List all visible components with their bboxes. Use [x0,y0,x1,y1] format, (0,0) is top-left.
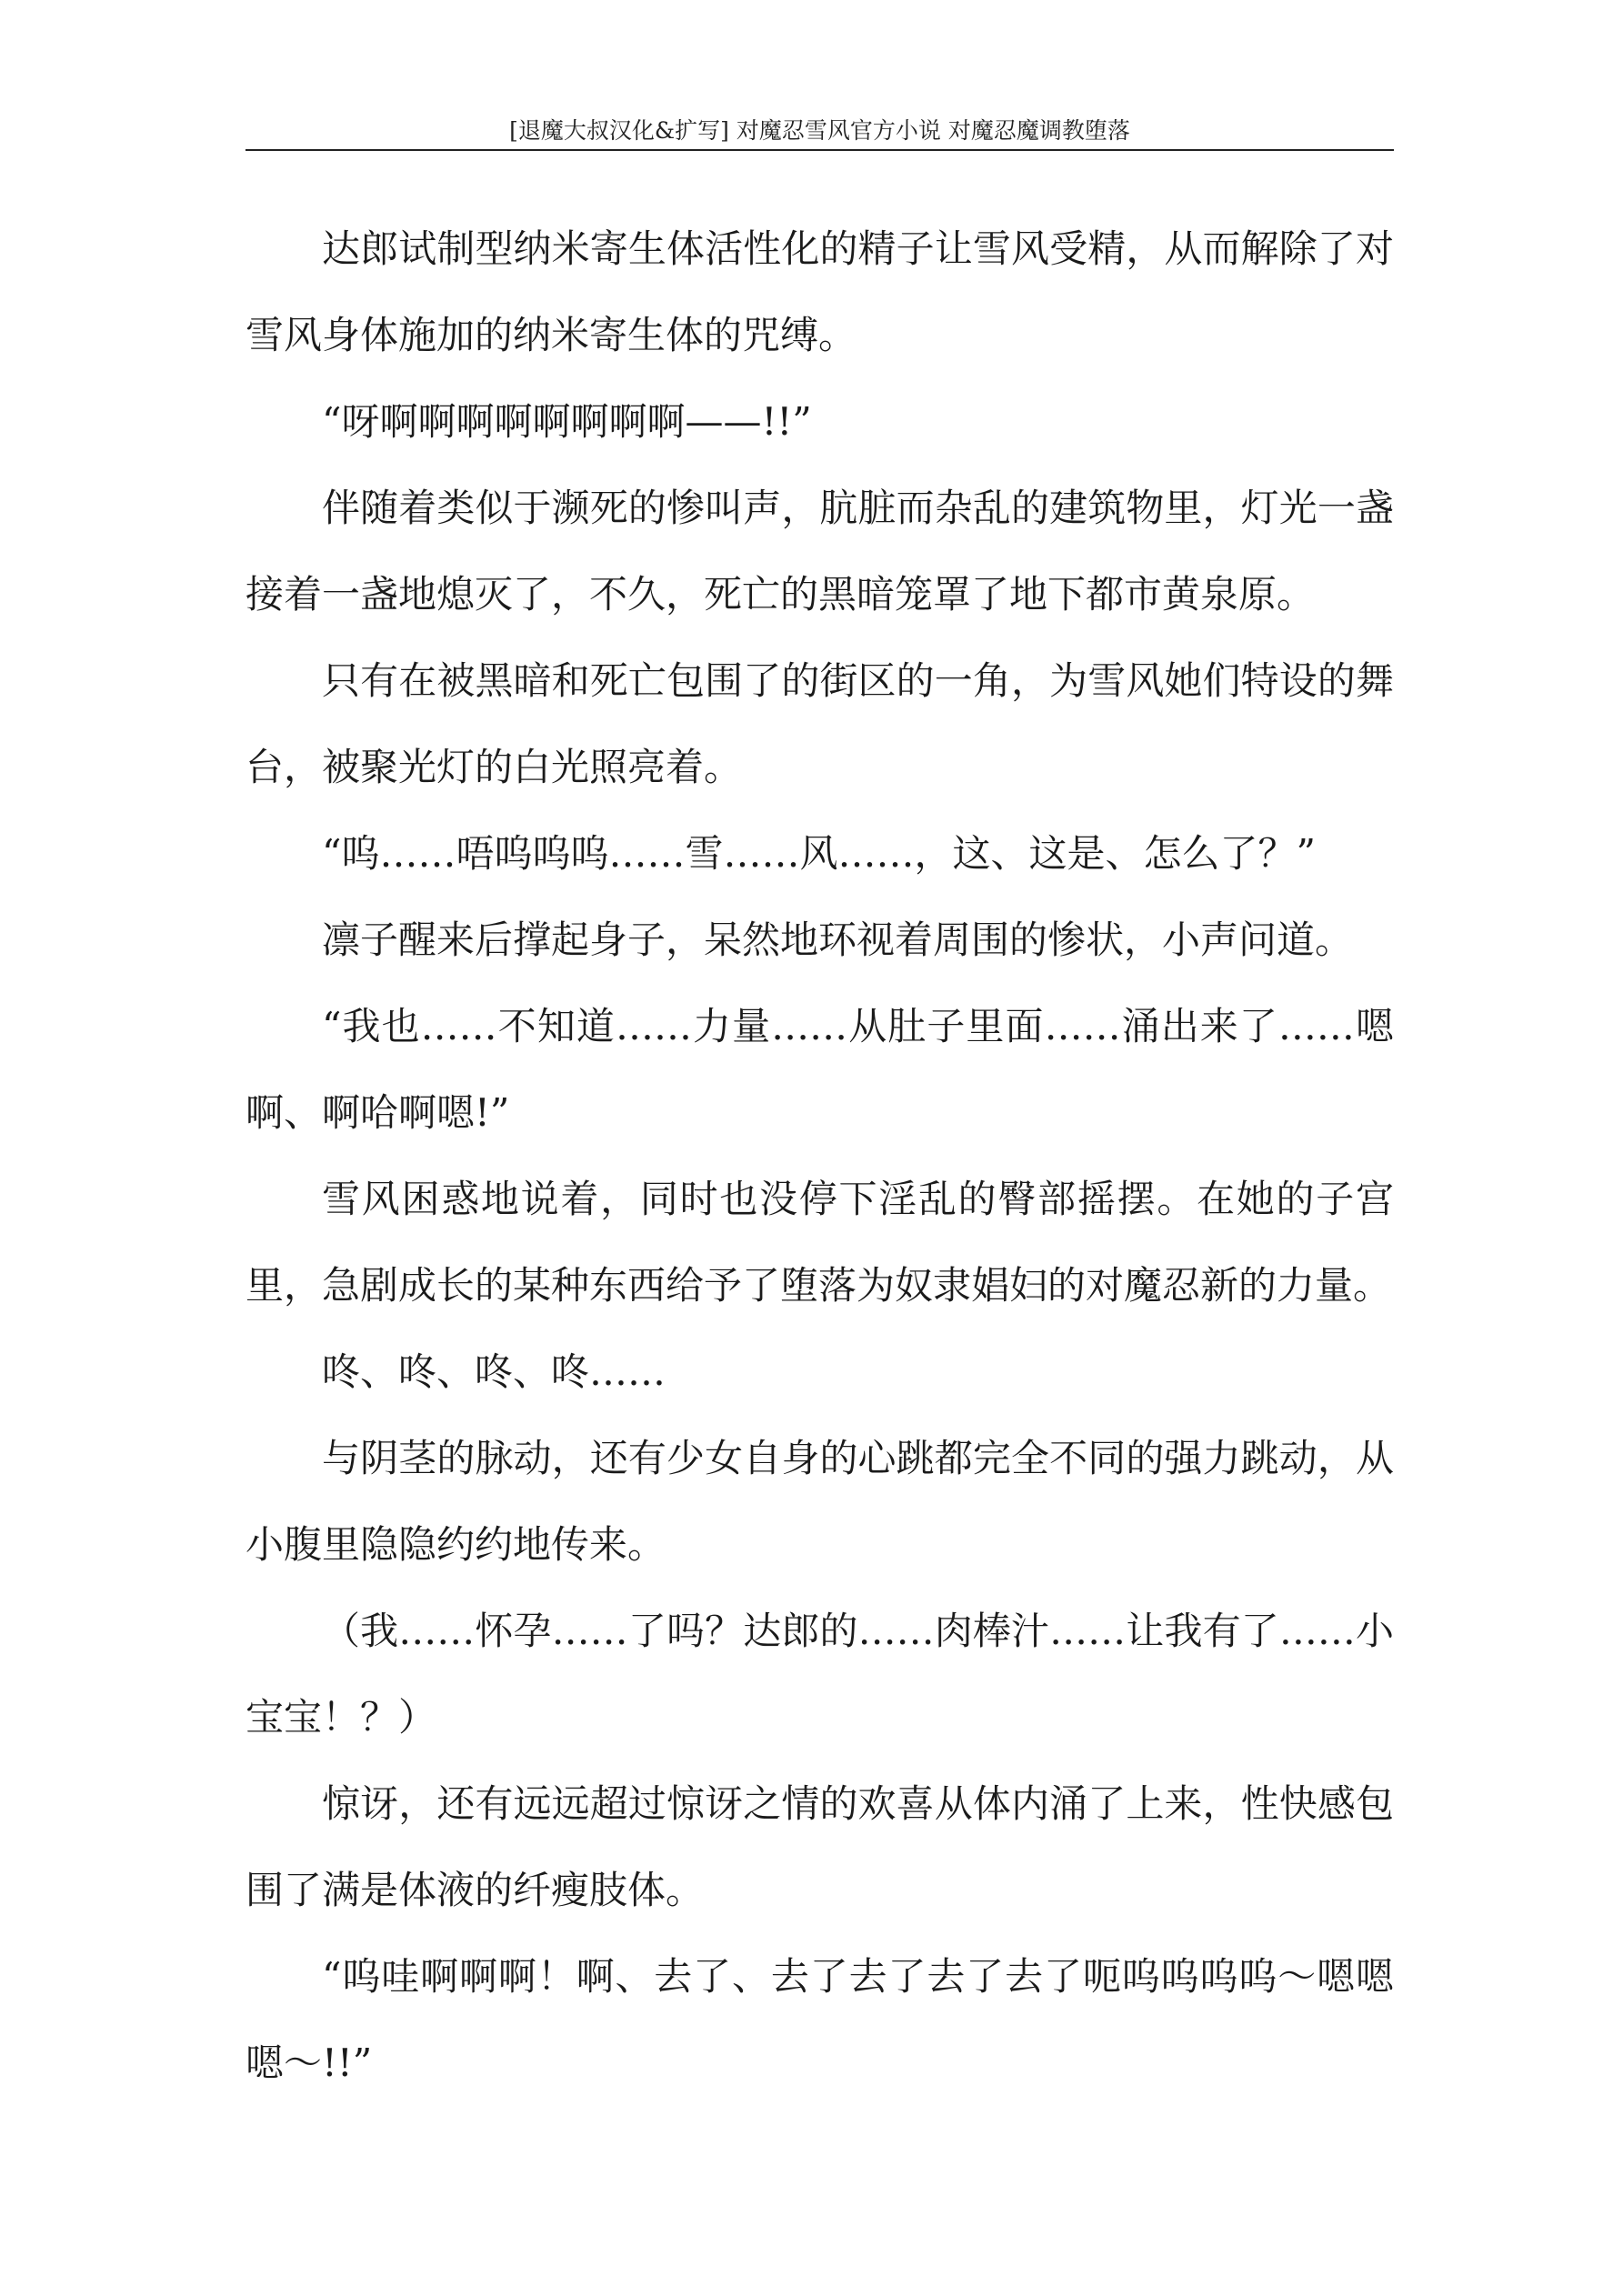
header-divider [245,149,1394,151]
paragraph: 达郎试制型纳米寄生体活性化的精子让雪风受精，从而解除了对雪风身体施加的纳米寄生体的咒缚。 [245,226,1394,357]
paragraph: 咚、咚、咚、咚…… [322,1349,666,1394]
paragraph: “呜……唔呜呜呜……雪……风……，这、这是、怎么了？” [322,831,1316,876]
paragraph: 凛子醒来后撑起身子，呆然地环视着周围的惨状，小声问道。 [322,917,1354,962]
paragraph: “我也……不知道……力量……从肚子里面……涌出来了……嗯啊、啊哈啊嗯!” [245,1004,1394,1135]
paragraph: 伴随着类似于濒死的惨叫声，肮脏而杂乱的建筑物里，灯光一盏接着一盏地熄灭了，不久，死亡的黑暗笼罩了地下都市黄泉原。 [245,486,1394,617]
paragraph: （我……怀孕……了吗？达郎的……肉棒汁……让我有了……小宝宝！？） [245,1609,1394,1740]
paragraph: 只有在被黑暗和死亡包围了的街区的一角，为雪风她们特设的舞台，被聚光灯的白光照亮着。 [245,658,1394,789]
paragraph: 惊讶，还有远远超过惊讶之情的欢喜从体内涌了上来，性快感包围了满是体液的纤瘦肢体。 [245,1781,1394,1912]
paragraph: “呀啊啊啊啊啊啊啊啊——!!” [322,399,812,444]
paragraph: 与阴茎的脉动，还有少女自身的心跳都完全不同的强力跳动，从小腹里隐隐约约地传来。 [245,1436,1394,1567]
page-header: [退魔大叔汉化&扩写] 对魔忍雪风官方小说 对魔忍魔调教堕落 [509,117,1130,144]
paragraph: 雪风困惑地说着，同时也没停下淫乱的臀部摇摆。在她的子宫里，急剧成长的某种东西给予了堕落为奴隶娼妇的对魔忍新的力量。 [245,1177,1394,1308]
paragraph: “呜哇啊啊啊！啊、去了、去了去了去了去了呃呜呜呜呜～嗯嗯嗯～!!” [245,1954,1394,2085]
body-text [245,206,1394,2106]
